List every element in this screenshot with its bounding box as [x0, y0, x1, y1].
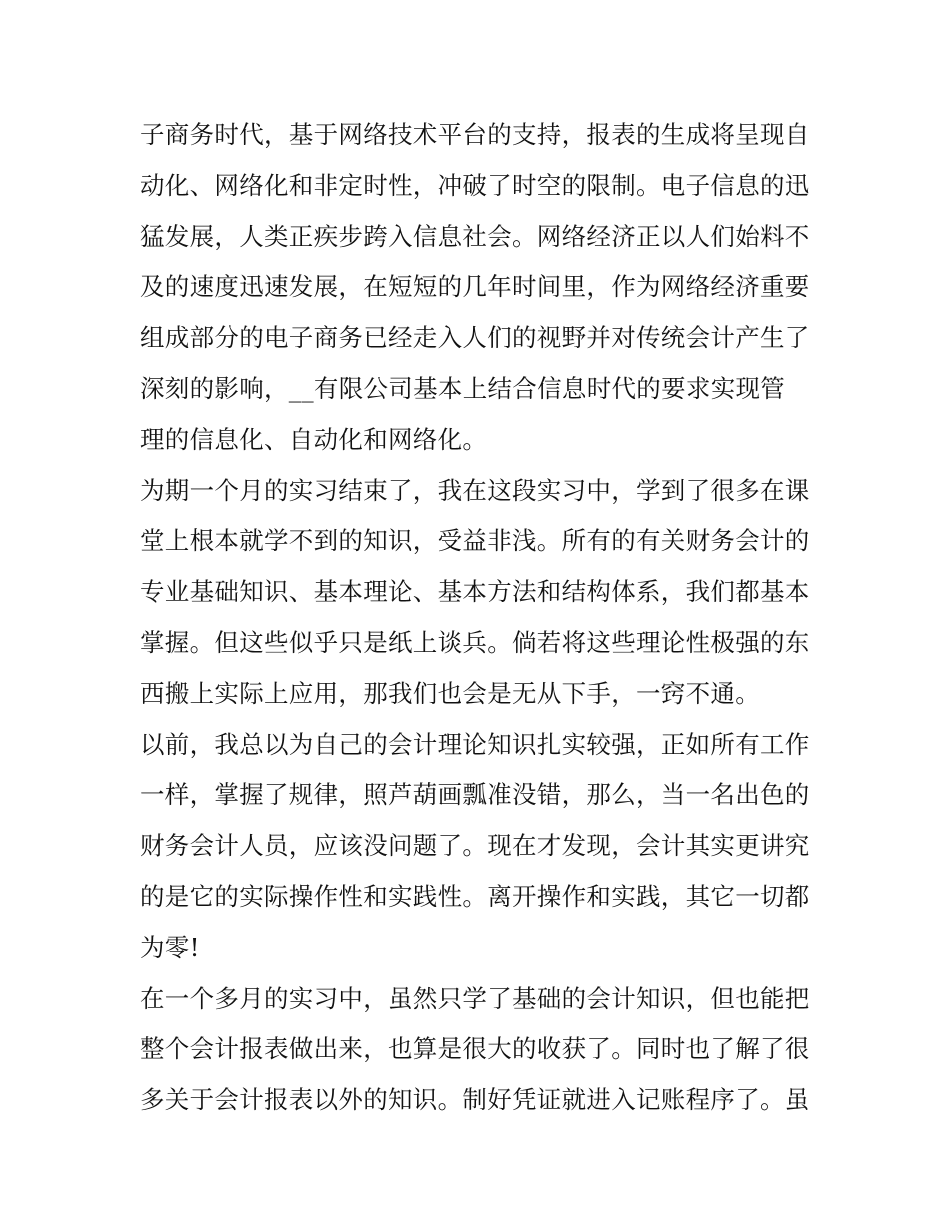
text-line: 掌握。但这些似乎只是纸上谈兵。倘若将这些理论性极强的东 — [140, 627, 810, 657]
text-line: 为零! — [140, 932, 200, 962]
text-line: 为期一个月的实习结束了，我在这段实习中，学到了很多在课 — [140, 475, 810, 505]
text-line: 以前，我总以为自己的会计理论知识扎实较强，正如所有工作 — [140, 729, 810, 759]
text-line: 多关于会计报表以外的知识。制好凭证就进入记账程序了。虽 — [140, 1085, 810, 1115]
text-line: 深刻的影响，__有限公司基本上结合信息时代的要求实现管 — [140, 373, 786, 403]
text-line: 在一个多月的实习中，虽然只学了基础的会计知识，但也能把 — [140, 983, 810, 1013]
text-line: 一样，掌握了规律，照芦葫画瓢准没错，那么，当一名出色的 — [140, 780, 810, 810]
text-line: 专业基础知识、基本理论、基本方法和结构体系，我们都基本 — [140, 577, 810, 607]
text-line: 财务会计人员，应该没问题了。现在才发现，会计其实更讲究 — [140, 831, 810, 861]
text-line: 西搬上实际上应用，那我们也会是无从下手，一窍不通。 — [140, 678, 760, 708]
text-line: 整个会计报表做出来，也算是很大的收获了。同时也了解了很 — [140, 1034, 810, 1064]
text-line: 猛发展，人类正疾步跨入信息社会。网络经济正以人们始料不 — [140, 221, 810, 251]
text-line: 堂上根本就学不到的知识，受益非浅。所有的有关财务会计的 — [140, 526, 810, 556]
text-line: 的是它的实际操作性和实践性。离开操作和实践，其它一切都 — [140, 881, 810, 911]
text-line: 及的速度迅速发展，在短短的几年时间里，作为网络经济重要 — [140, 272, 810, 302]
text-line: 动化、网络化和非定时性，冲破了时空的限制。电子信息的迅 — [140, 170, 810, 200]
text-line: 子商务时代，基于网络技术平台的支持，报表的生成将呈现自 — [140, 120, 810, 149]
text-line: 理的信息化、自动化和网络化。 — [140, 424, 488, 454]
body-text — [140, 110, 820, 1126]
text-line: 组成部分的电子商务已经走入人们的视野并对传统会计产生了 — [140, 323, 810, 353]
